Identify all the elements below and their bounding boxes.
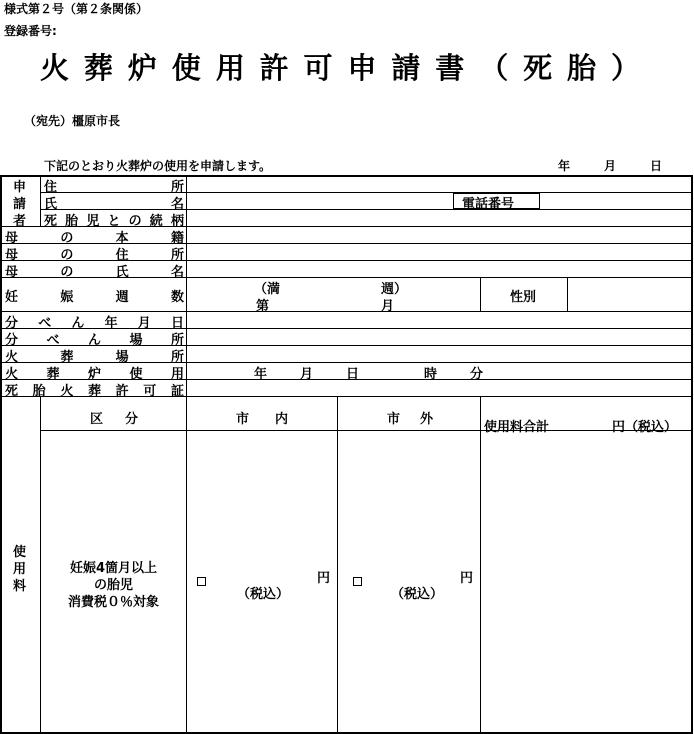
- city-out-checkbox[interactable]: [353, 577, 362, 586]
- phone-label: 電話番号: [462, 197, 515, 212]
- cremation-permit-field[interactable]: [188, 381, 691, 395]
- delivery-place-label: 分 べ ん 場 所: [5, 333, 184, 348]
- total-fee-label: 使用料合計: [484, 420, 550, 435]
- city-in-header: 市 内: [236, 412, 288, 427]
- applicant-name-label: 氏 名: [44, 197, 184, 212]
- relation-label: 死 胎 児 と の 続 柄: [44, 214, 184, 229]
- applicant-address-field[interactable]: [188, 177, 691, 191]
- month-label: 月: [381, 299, 395, 314]
- mother-address-label: 母 の 住 所: [5, 248, 184, 263]
- use-day-label: 日: [346, 367, 360, 382]
- page-title: 火 葬 炉 使 用 許 可 申 請 書 （ 死 胎 ）: [40, 51, 640, 85]
- category-header: 区 分: [90, 412, 138, 427]
- sex-label: 性別: [510, 290, 537, 305]
- city-in-yen: 円: [317, 571, 331, 586]
- registration-number-label: 登録番号:: [4, 24, 57, 38]
- fee-side-label-1: 使: [13, 545, 27, 560]
- city-out-tax-included: （税込）: [391, 587, 444, 602]
- full-term-open: （満: [254, 282, 281, 297]
- pregnancy-weeks-label: 妊 娠 週 数: [5, 290, 184, 305]
- use-minute-label: 分: [470, 367, 484, 382]
- city-in-tax-included: （税込）: [237, 587, 290, 602]
- use-month-label: 月: [300, 367, 314, 382]
- applicant-side-label-3: 者: [13, 214, 27, 229]
- date-day-label: 日: [650, 159, 663, 173]
- mother-domicile-label: 母 の 本 籍: [5, 231, 184, 246]
- total-fee-field[interactable]: [482, 432, 691, 732]
- phone-field[interactable]: [542, 194, 691, 208]
- delivery-place-field[interactable]: [188, 330, 691, 344]
- date-month-label: 月: [604, 159, 617, 173]
- sex-field[interactable]: [569, 279, 691, 310]
- applicant-side-label-1: 申: [13, 180, 27, 195]
- applicant-name-field[interactable]: [188, 194, 451, 208]
- relation-field[interactable]: [188, 211, 691, 225]
- category-line-3: 消費税０％対象: [67, 595, 159, 610]
- mother-name-field[interactable]: [188, 262, 691, 276]
- city-out-yen: 円: [460, 571, 474, 586]
- delivery-date-label: 分 べ ん 年 月 日: [5, 316, 184, 331]
- use-hour-label: 時: [424, 367, 438, 382]
- intro-text: 下記のとおり火葬炉の使用を申請します。: [44, 159, 272, 173]
- city-out-header: 市 外: [387, 412, 433, 427]
- cremation-place-field[interactable]: [188, 347, 691, 361]
- addressee: （宛先）橿原市長: [24, 114, 121, 128]
- cremation-permit-label: 死 胎 火 葬 許 可 証: [5, 384, 184, 399]
- cremation-place-label: 火 葬 場 所: [5, 350, 184, 365]
- category-line-2: の胎児: [93, 578, 133, 593]
- fee-side-label-3: 料: [13, 579, 27, 594]
- total-fee-unit: 円（税込）: [612, 420, 678, 435]
- furnace-use-label: 火 葬 炉 使 用: [5, 367, 184, 382]
- mother-name-label: 母 の 氏 名: [5, 265, 184, 280]
- category-line-1: 妊娠4箇月以上: [69, 561, 158, 576]
- date-year-label: 年: [558, 159, 571, 173]
- ordinal-label: 第: [256, 299, 270, 314]
- mother-address-field[interactable]: [188, 245, 691, 259]
- week-close: 週）: [381, 282, 408, 297]
- form-number: 様式第２号（第２条関係）: [4, 2, 149, 16]
- city-in-checkbox[interactable]: [197, 577, 206, 586]
- use-year-label: 年: [254, 367, 268, 382]
- fee-side-label-2: 用: [13, 562, 27, 577]
- applicant-side-label-2: 請: [13, 197, 27, 212]
- delivery-date-field[interactable]: [188, 313, 691, 327]
- applicant-address-label: 住 所: [44, 180, 184, 195]
- mother-domicile-field[interactable]: [188, 228, 691, 242]
